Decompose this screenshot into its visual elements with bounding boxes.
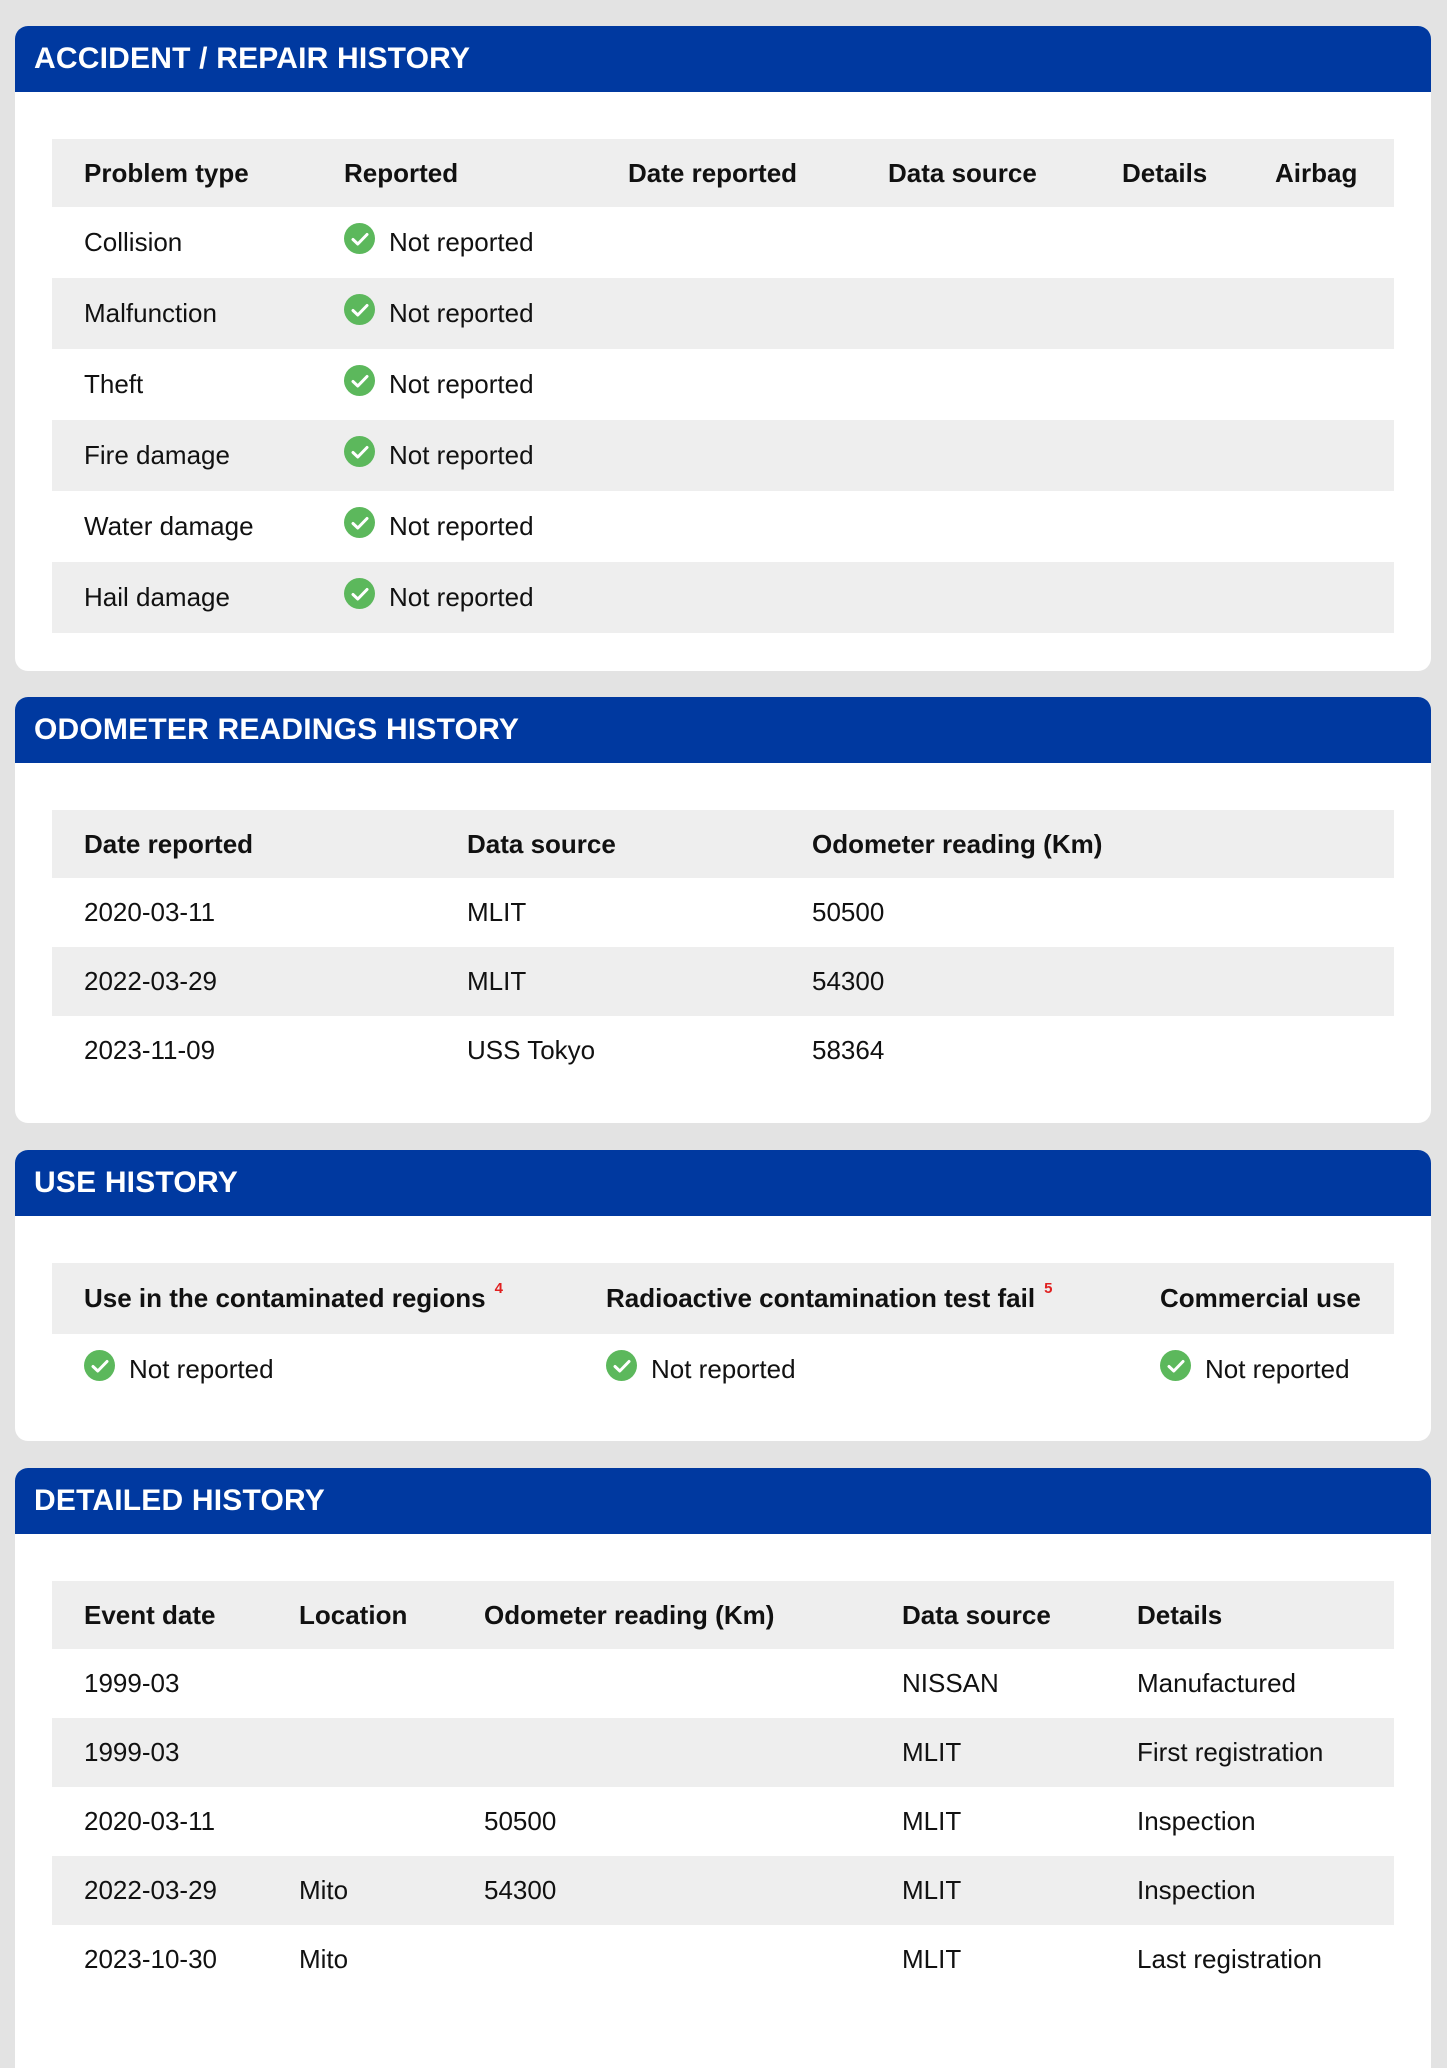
col-odometer-reading: Odometer reading (Km) xyxy=(484,1599,775,1630)
table-header-row xyxy=(52,810,1394,878)
table-row xyxy=(52,1787,1394,1856)
event-details: First registration xyxy=(1137,1737,1324,1767)
event-date: 2023-10-30 xyxy=(84,1944,217,1974)
detailed-history-table xyxy=(52,1581,1394,1994)
table-row xyxy=(52,878,1394,947)
location: Mito xyxy=(299,1944,349,1974)
accident-repair-card xyxy=(15,26,1431,671)
col-contaminated-regions: Use in the contaminated regions xyxy=(84,1283,486,1313)
radioactive-status: Not reported xyxy=(651,1354,796,1384)
col-airbag: Airbag xyxy=(1275,157,1358,188)
use-history-title: USE HISTORY xyxy=(15,1150,1431,1216)
data-source: MLIT xyxy=(902,1806,962,1836)
reported-status: Not reported xyxy=(389,369,534,399)
reported-status: Not reported xyxy=(389,227,534,257)
check-icon xyxy=(344,436,375,467)
data-source: MLIT xyxy=(902,1875,962,1905)
check-icon xyxy=(344,365,375,396)
check-icon xyxy=(344,223,375,254)
table-row xyxy=(52,278,1394,349)
date-reported: 2020-03-11 xyxy=(84,897,216,927)
col-radioactive-test: Radioactive contamination test fail xyxy=(606,1283,1036,1313)
reported-status: Not reported xyxy=(389,298,534,328)
table-row xyxy=(52,1334,1394,1405)
col-date-reported: Date reported xyxy=(628,157,798,188)
table-row xyxy=(52,207,1394,278)
table-header-row xyxy=(52,139,1394,207)
col-odometer-reading: Odometer reading (Km) xyxy=(812,828,1103,859)
col-event-date: Event date xyxy=(84,1599,216,1630)
data-source: NISSAN xyxy=(902,1668,999,1698)
odometer-reading: 54300 xyxy=(484,1875,557,1905)
col-commercial-use: Commercial use xyxy=(1160,1283,1361,1313)
check-icon xyxy=(84,1350,115,1381)
problem-type: Hail damage xyxy=(84,582,230,612)
check-icon xyxy=(606,1350,637,1381)
location: Mito xyxy=(299,1875,349,1905)
odometer-reading: 54300 xyxy=(812,966,885,996)
table-row xyxy=(52,1649,1394,1718)
event-details: Last registration xyxy=(1137,1944,1322,1974)
table-row xyxy=(52,420,1394,491)
reported-status: Not reported xyxy=(389,511,534,541)
table-row xyxy=(52,491,1394,562)
check-icon xyxy=(1160,1350,1191,1381)
reported-status: Not reported xyxy=(389,582,534,612)
col-date-reported: Date reported xyxy=(84,828,254,859)
data-source: MLIT xyxy=(467,966,527,996)
problem-type: Fire damage xyxy=(84,440,230,470)
odometer-card xyxy=(15,697,1431,1123)
accident-table xyxy=(52,139,1394,633)
odometer-reading: 50500 xyxy=(812,897,885,927)
event-details: Manufactured xyxy=(1137,1668,1296,1698)
event-details: Inspection xyxy=(1137,1806,1256,1836)
detailed-history-card xyxy=(15,1468,1431,2068)
check-icon xyxy=(344,507,375,538)
problem-type: Water damage xyxy=(84,511,254,541)
col-problem-type: Problem type xyxy=(84,157,249,188)
problem-type: Theft xyxy=(84,369,144,399)
reported-status: Not reported xyxy=(389,440,534,470)
event-date: 2022-03-29 xyxy=(84,1875,217,1905)
odometer-reading: 50500 xyxy=(484,1806,557,1836)
detailed-history-title: DETAILED HISTORY xyxy=(15,1468,1431,1534)
data-source: USS Tokyo xyxy=(467,1035,596,1065)
col-location: Location xyxy=(299,1599,408,1630)
problem-type: Collision xyxy=(84,227,183,257)
table-row xyxy=(52,1925,1394,1994)
table-row xyxy=(52,349,1394,420)
accident-repair-title: ACCIDENT / REPAIR HISTORY xyxy=(15,26,1431,92)
col-data-source: Data source xyxy=(888,157,1037,188)
check-icon xyxy=(344,294,375,325)
table-header-row xyxy=(52,1263,1394,1334)
table-row xyxy=(52,1016,1394,1085)
event-date: 1999-03 xyxy=(84,1737,180,1767)
footnote-marker[interactable]: 5 xyxy=(1044,1280,1053,1297)
event-details: Inspection xyxy=(1137,1875,1256,1905)
date-reported: 2023-11-09 xyxy=(84,1035,216,1065)
check-icon xyxy=(344,578,375,609)
table-row xyxy=(52,1856,1394,1925)
problem-type: Malfunction xyxy=(84,298,217,328)
table-header-row xyxy=(52,1581,1394,1649)
use-history-table xyxy=(52,1263,1394,1405)
event-date: 2020-03-11 xyxy=(84,1806,216,1836)
data-source: MLIT xyxy=(467,897,527,927)
col-details: Details xyxy=(1137,1599,1223,1630)
col-reported: Reported xyxy=(344,157,459,188)
data-source: MLIT xyxy=(902,1944,962,1974)
date-reported: 2022-03-29 xyxy=(84,966,217,996)
odometer-table xyxy=(52,810,1394,1085)
table-row xyxy=(52,562,1394,633)
table-row xyxy=(52,947,1394,1016)
odometer-reading: 58364 xyxy=(812,1035,885,1065)
col-details: Details xyxy=(1122,157,1208,188)
table-row xyxy=(52,1718,1394,1787)
commercial-status: Not reported xyxy=(1205,1354,1350,1384)
col-data-source: Data source xyxy=(467,828,616,859)
odometer-title: ODOMETER READINGS HISTORY xyxy=(15,697,1431,763)
data-source: MLIT xyxy=(902,1737,962,1767)
use-history-card xyxy=(15,1150,1431,1441)
col-data-source: Data source xyxy=(902,1599,1051,1630)
event-date: 1999-03 xyxy=(84,1668,180,1698)
contaminated-status: Not reported xyxy=(129,1354,274,1384)
footnote-marker[interactable]: 4 xyxy=(494,1280,503,1297)
